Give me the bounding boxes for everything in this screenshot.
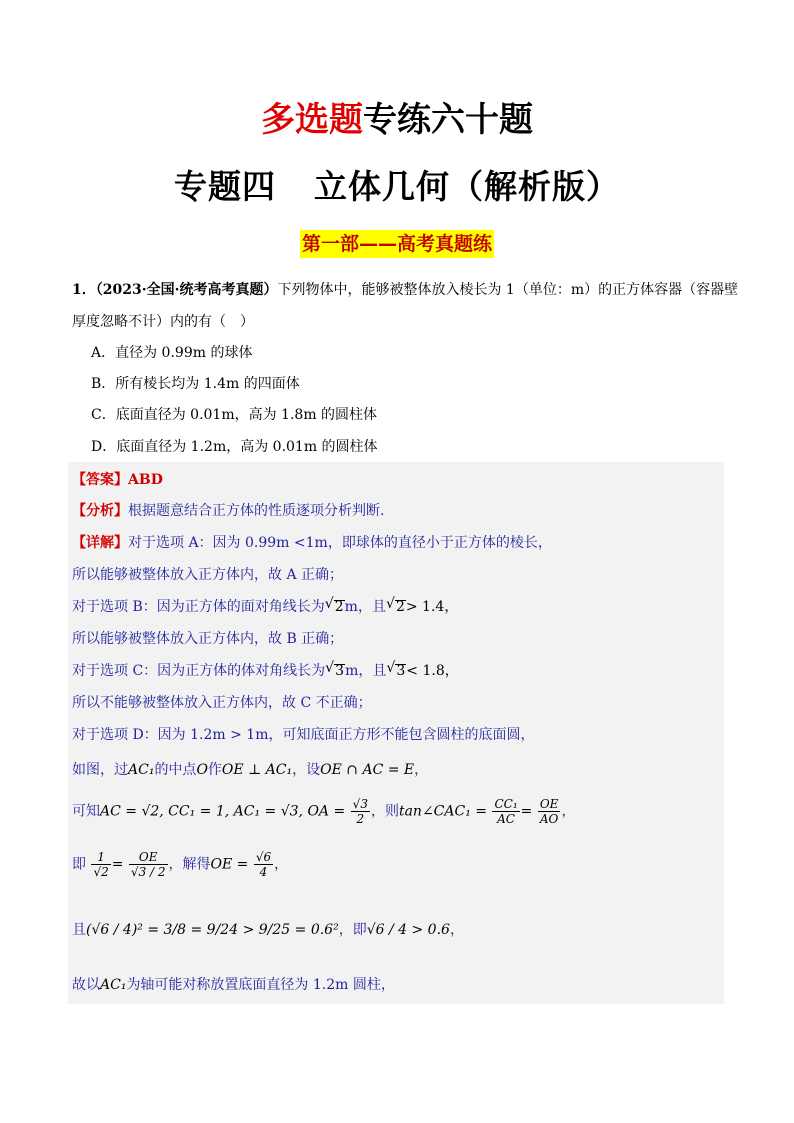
detail-line-4: 所以能够被整体放入正方体内，故 B 正确； (72, 631, 344, 647)
answer-tag: 【答案】 (72, 472, 128, 488)
question-stem-line-2: 厚度忽略不计）内的有（ ） (72, 314, 254, 330)
detail-12c: 为轴可能对称放置底面直径为 1.2m 圆柱， (126, 977, 395, 993)
detail-9a: 可知 (72, 803, 100, 820)
question-stem-text-1: 下列物体中，能够被整体放入棱长为 1（单位：m）的正方体容器（容器壁 (277, 282, 739, 298)
detail-10a: 即 (72, 856, 86, 873)
detail-line-5 (72, 661, 459, 681)
sqrt-2-a: √ 2 (334, 600, 345, 614)
detail-5e: < 1.8， (406, 663, 459, 679)
equals-2: = (111, 856, 124, 873)
title-highlight: 多选题 (261, 100, 363, 140)
detail-line-3 (72, 597, 458, 617)
frac-oa: $\frac{√3}{2}$ (352, 797, 368, 826)
detail-3a: 对于选项 B：因为正方体的面对角线长为 (72, 599, 325, 615)
question-stem-line-1 (72, 280, 738, 300)
detail-8g: ，设 (292, 762, 321, 778)
detail-line-10 (72, 850, 288, 879)
page-title (0, 96, 794, 144)
detail-line-6: 所以不能够被整体放入正方体内，故 C 不正确； (72, 695, 372, 711)
frac-oe-ao: $\frac{OE}{AO}$ (539, 797, 559, 826)
option-d: D．底面直径为 1.2m，高为 0.01m 的圆柱体 (91, 439, 378, 455)
subtitle-topic-number: 专题四 (174, 167, 276, 206)
detail-line-2: 所以能够被整体放入正方体内，故 A 正确； (72, 567, 344, 583)
math-tan: tan∠CAC₁ = (398, 803, 487, 820)
math-inequality: (√6 / 4)² = 3/8 = 9/24 > 9/25 = 0.6² (86, 922, 339, 938)
detail-10h: ， (274, 856, 289, 873)
frac-sqrt6-4: $\frac{√6}{4}$ (255, 850, 272, 879)
detail-8a: 如图，过 (72, 762, 128, 778)
frac-cc1-ac: $\frac{\text{CC₁}}{AC}$ (494, 797, 518, 826)
math-oe: OE = (210, 856, 249, 873)
math-lengths: AC = √2, CC₁ = 1, AC₁ = √3, OA = (100, 803, 346, 820)
math-ac1: AC₁ (128, 762, 155, 778)
detail-8i: ， (414, 762, 429, 778)
sqrt-3-b: √ 3 (395, 664, 406, 678)
detail-11a: 且 (72, 922, 86, 938)
detail-line-11 (72, 920, 464, 940)
analysis-tag: 【分析】 (72, 503, 128, 519)
question-number: 1． (72, 282, 96, 298)
detail-8e: 作 (207, 762, 222, 778)
detail-line-12 (72, 975, 395, 995)
detail-3e: > 1.4， (405, 599, 459, 615)
detail-line-1 (72, 533, 552, 553)
math-perp: OE ⊥ AC₁ (221, 762, 293, 778)
frac-oe-sqrt3-2: $\frac{OE}{√3 / 2}$ (130, 850, 166, 879)
title-rest: 专练六十题 (363, 100, 533, 140)
detail-11e: ， (449, 922, 464, 938)
section-label: 第一部——高考真题练 (300, 230, 494, 258)
detail-10e: ，解得 (168, 856, 211, 873)
option-a: A．直径为 0.99m 的球体 (91, 345, 253, 361)
page-subtitle (0, 163, 794, 211)
option-b: B．所有棱长均为 1.4m 的四面体 (91, 376, 300, 392)
sqrt-3-a: √ 3 (334, 664, 345, 678)
detail-5c: m，且 (345, 663, 387, 679)
math-o: O (196, 762, 208, 778)
subtitle-topic-name: 立体几何（解析版） (314, 167, 620, 206)
math-intersection: OE ∩ AC = E (320, 762, 415, 778)
math-ac1-axis: AC₁ (100, 977, 127, 993)
frac-1-sqrt2: $\frac{1}{√2}$ (93, 850, 109, 879)
detail-tag: 【详解】 (72, 535, 128, 551)
answer-value: ABD (128, 472, 163, 488)
detail-line-7: 对于选项 D：因为 1.2m > 1m，可知底面正方形不能包含圆柱的底面圆， (72, 727, 535, 743)
detail-5a: 对于选项 C：因为正方体的体对角线长为 (72, 663, 326, 679)
detail-text-1: 对于选项 A：因为 0.99m <1m，即球体的直径小于正方体的棱长， (128, 535, 552, 551)
detail-11c: ，即 (338, 922, 367, 938)
option-c: C．底面直径为 0.01m，高为 1.8m 的圆柱体 (91, 407, 378, 423)
detail-line-9 (72, 797, 575, 826)
detail-line-8 (72, 760, 428, 780)
detail-12a: 故以 (72, 977, 100, 993)
question-source: （2023·全国·统考高考真题） (95, 282, 278, 298)
analysis-line (72, 501, 384, 521)
math-result: √6 / 4 > 0.6 (366, 922, 450, 938)
detail-8c: 的中点 (154, 762, 197, 778)
answer-line (72, 470, 163, 490)
equals: = (520, 803, 533, 820)
detail-9d: ，则 (370, 803, 399, 820)
analysis-text: 根据题意结合正方体的性质逐项分析判断. (128, 503, 385, 519)
detail-9i: ， (561, 803, 576, 820)
sqrt-2-b: √ 2 (395, 600, 406, 614)
detail-3c: m，且 (344, 599, 386, 615)
section-label-wrap (0, 230, 794, 258)
